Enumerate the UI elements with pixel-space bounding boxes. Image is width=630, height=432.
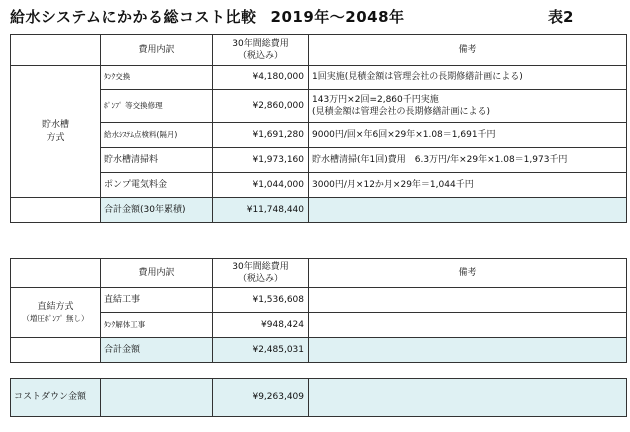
total-label: 合計金額 xyxy=(101,338,213,363)
note-cell: 9000円/回×年6回×29年×1.08＝1,691千円 xyxy=(309,123,627,148)
header-note: 備考 xyxy=(309,259,627,288)
table-row xyxy=(11,148,627,173)
cost-cell: ¥2,860,000 xyxy=(213,90,309,123)
category-line1: 直結方式 xyxy=(37,302,74,313)
item-cell: ﾀﾝｸ交換 xyxy=(101,66,213,90)
item-cell: 貯水槽清掃料 xyxy=(101,148,213,173)
header-cost xyxy=(213,259,309,288)
cost-down-blank-cell xyxy=(101,379,213,417)
total-blank-cell xyxy=(11,338,101,363)
direct-connection-cost-table xyxy=(10,258,627,363)
document-number: 表2 xyxy=(548,8,574,26)
note-cell xyxy=(309,288,627,313)
table-row xyxy=(11,123,627,148)
category-cell xyxy=(11,288,101,338)
title-text: 給水システムにかかる総コスト比較 xyxy=(10,8,257,26)
item-cell: 直結工事 xyxy=(101,288,213,313)
cost-cell: ¥1,536,608 xyxy=(213,288,309,313)
total-row xyxy=(11,338,627,363)
note-line2: (見積金額は管理会社の長期修繕計画による) xyxy=(312,107,491,117)
table-row xyxy=(11,313,627,338)
total-blank-cell xyxy=(11,198,101,223)
item-cell: ﾎﾟﾝﾌﾟ 等交換修理 xyxy=(101,90,213,123)
header-blank-cell xyxy=(11,259,101,288)
cost-down-label: コストダウン金額 xyxy=(11,379,101,417)
category-line2: （増圧ﾎﾟﾝﾌﾟ 無し） xyxy=(22,313,89,323)
table-row xyxy=(11,66,627,90)
table-header-row xyxy=(11,259,627,288)
item-cell: ﾀﾝｸ解体工事 xyxy=(101,313,213,338)
cost-down-note-cell xyxy=(309,379,627,417)
total-label: 合計金額(30年累積) xyxy=(101,198,213,223)
storage-tank-cost-table xyxy=(10,34,627,223)
header-cost-line1: 30年間総費用 xyxy=(232,38,289,49)
item-cell: 給水ｼｽﾃﾑ点検料(隔月) xyxy=(101,123,213,148)
category-cell xyxy=(11,66,101,198)
total-note-cell xyxy=(309,198,627,223)
header-item: 費用内訳 xyxy=(101,35,213,66)
header-cost-line2: （税込み） xyxy=(237,51,283,61)
table-row xyxy=(11,288,627,313)
header-cost-line2: （税込み） xyxy=(237,274,283,284)
header-item: 費用内訳 xyxy=(101,259,213,288)
table-row xyxy=(11,173,627,198)
cost-cell: ¥948,424 xyxy=(213,313,309,338)
page-title xyxy=(10,6,405,27)
title-period: 2019年～2048年 xyxy=(270,8,405,26)
cost-cell: ¥1,973,160 xyxy=(213,148,309,173)
category-line1: 貯水槽 xyxy=(41,120,69,131)
note-cell xyxy=(309,313,627,338)
note-cell: 貯水槽清掃(年1回)費用 6.3万円/年×29年×1.08＝1,973千円 xyxy=(309,148,627,173)
item-cell: ポンプ電気料金 xyxy=(101,173,213,198)
cost-cell: ¥1,691,280 xyxy=(213,123,309,148)
cost-down-value: ¥9,263,409 xyxy=(213,379,309,417)
cost-down-row xyxy=(11,379,627,417)
header-blank-cell xyxy=(11,35,101,66)
category-line2: 方式 xyxy=(46,132,65,143)
total-value: ¥2,485,031 xyxy=(213,338,309,363)
table-row xyxy=(11,90,627,123)
cost-cell: ¥4,180,000 xyxy=(213,66,309,90)
total-row xyxy=(11,198,627,223)
header-cost xyxy=(213,35,309,66)
cost-cell: ¥1,044,000 xyxy=(213,173,309,198)
total-value: ¥11,748,440 xyxy=(213,198,309,223)
header-note: 備考 xyxy=(309,35,627,66)
table-header-row xyxy=(11,35,627,66)
note-cell: 3000円/月×12か月×29年＝1,044千円 xyxy=(309,173,627,198)
total-note-cell xyxy=(309,338,627,363)
header-cost-line1: 30年間総費用 xyxy=(232,261,289,272)
note-cell: 1回実施(見積金額は管理会社の長期修繕計画による) xyxy=(309,66,627,90)
note-cell xyxy=(309,90,627,123)
cost-down-table xyxy=(10,378,627,417)
note-line1: 143万円×2回=2,860千円実施 xyxy=(312,94,439,105)
